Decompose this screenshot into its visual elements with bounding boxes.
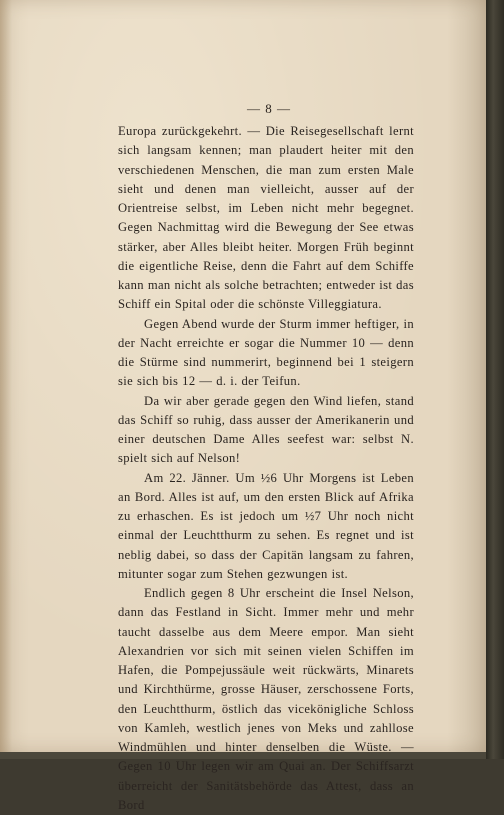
- paragraph: Am 22. Jänner. Um ½6 Uhr Morgens ist Leben an Bord. Alles ist auf, um den ersten Blick auf Afrika zu erhaschen. Es ist jedoch um ½7 Uhr noch nicht einmal der Leuchtthurm zu sehen. Es regnet und ist neblig dabei, so dass der Capitän langsam zu fahren, mitunter sogar zum Stehen gezwungen ist.: [118, 470, 414, 581]
- paragraph: Gegen Abend wurde der Sturm immer heftiger, in der Nacht erreichte er sogar die Nummer 10 — denn die Stürme sind nummerirt, beginnend bei 1 steigern sie sich bis 12 — d. i. der Teifun.: [118, 316, 414, 389]
- book-spine: [486, 0, 504, 759]
- page-number-text: — 8 —: [247, 101, 291, 116]
- paragraph: Europa zurückgekehrt. — Die Reisegesellschaft lernt sich langsam kennen; man plaudert heiter mit den verschiedenen Menschen, die man zum ersten Male sieht und denen man vielleicht, ausser auf der Orientreise selbst, im Leben nicht mehr begegnet. Gegen Nachmittag wird die Bewegung der See etwas stärker, aber Alles bleibt heiter. Morgen Früh beginnt die eigentliche Reise, denn die Fahrt auf dem Schiffe kann man nicht als solche betrachten; entweder ist das Schiff ein Spital oder die schönste Villeggiatura.: [118, 124, 414, 312]
- paragraph: Endlich gegen 8 Uhr erscheint die Insel Nelson, dann das Festland in Sicht. Immer mehr und mehr taucht dasselbe aus dem Meere empor. Man sieht Alexandrien vor sich mit seinen vielen Schiffen im Hafen, die Pompejussäule weit rückwärts, Minarets und Kirchthürme, grosse Häuser, zerschossene Forts, den Leuchtthurm, östlich das vicekönigliche Schloss von Kamleh, westlich jenes von Meks und zahllose Windmühlen und hinter denselben die Wüste. — Gegen 10 Uhr legen wir am Quai an. Der Schiffsarzt überreicht der Sanitätsbehörde das Attest, dass an Bord: [118, 586, 414, 812]
- paragraph: Da wir aber gerade gegen den Wind liefen, stand das Schiff so ruhig, dass ausser der Amerikanerin und einer deutschen Dame Alles seefest war: selbst N. spielt sich auf Nelson!: [118, 393, 414, 466]
- page-number: [0, 101, 378, 117]
- body-text: [118, 122, 414, 815]
